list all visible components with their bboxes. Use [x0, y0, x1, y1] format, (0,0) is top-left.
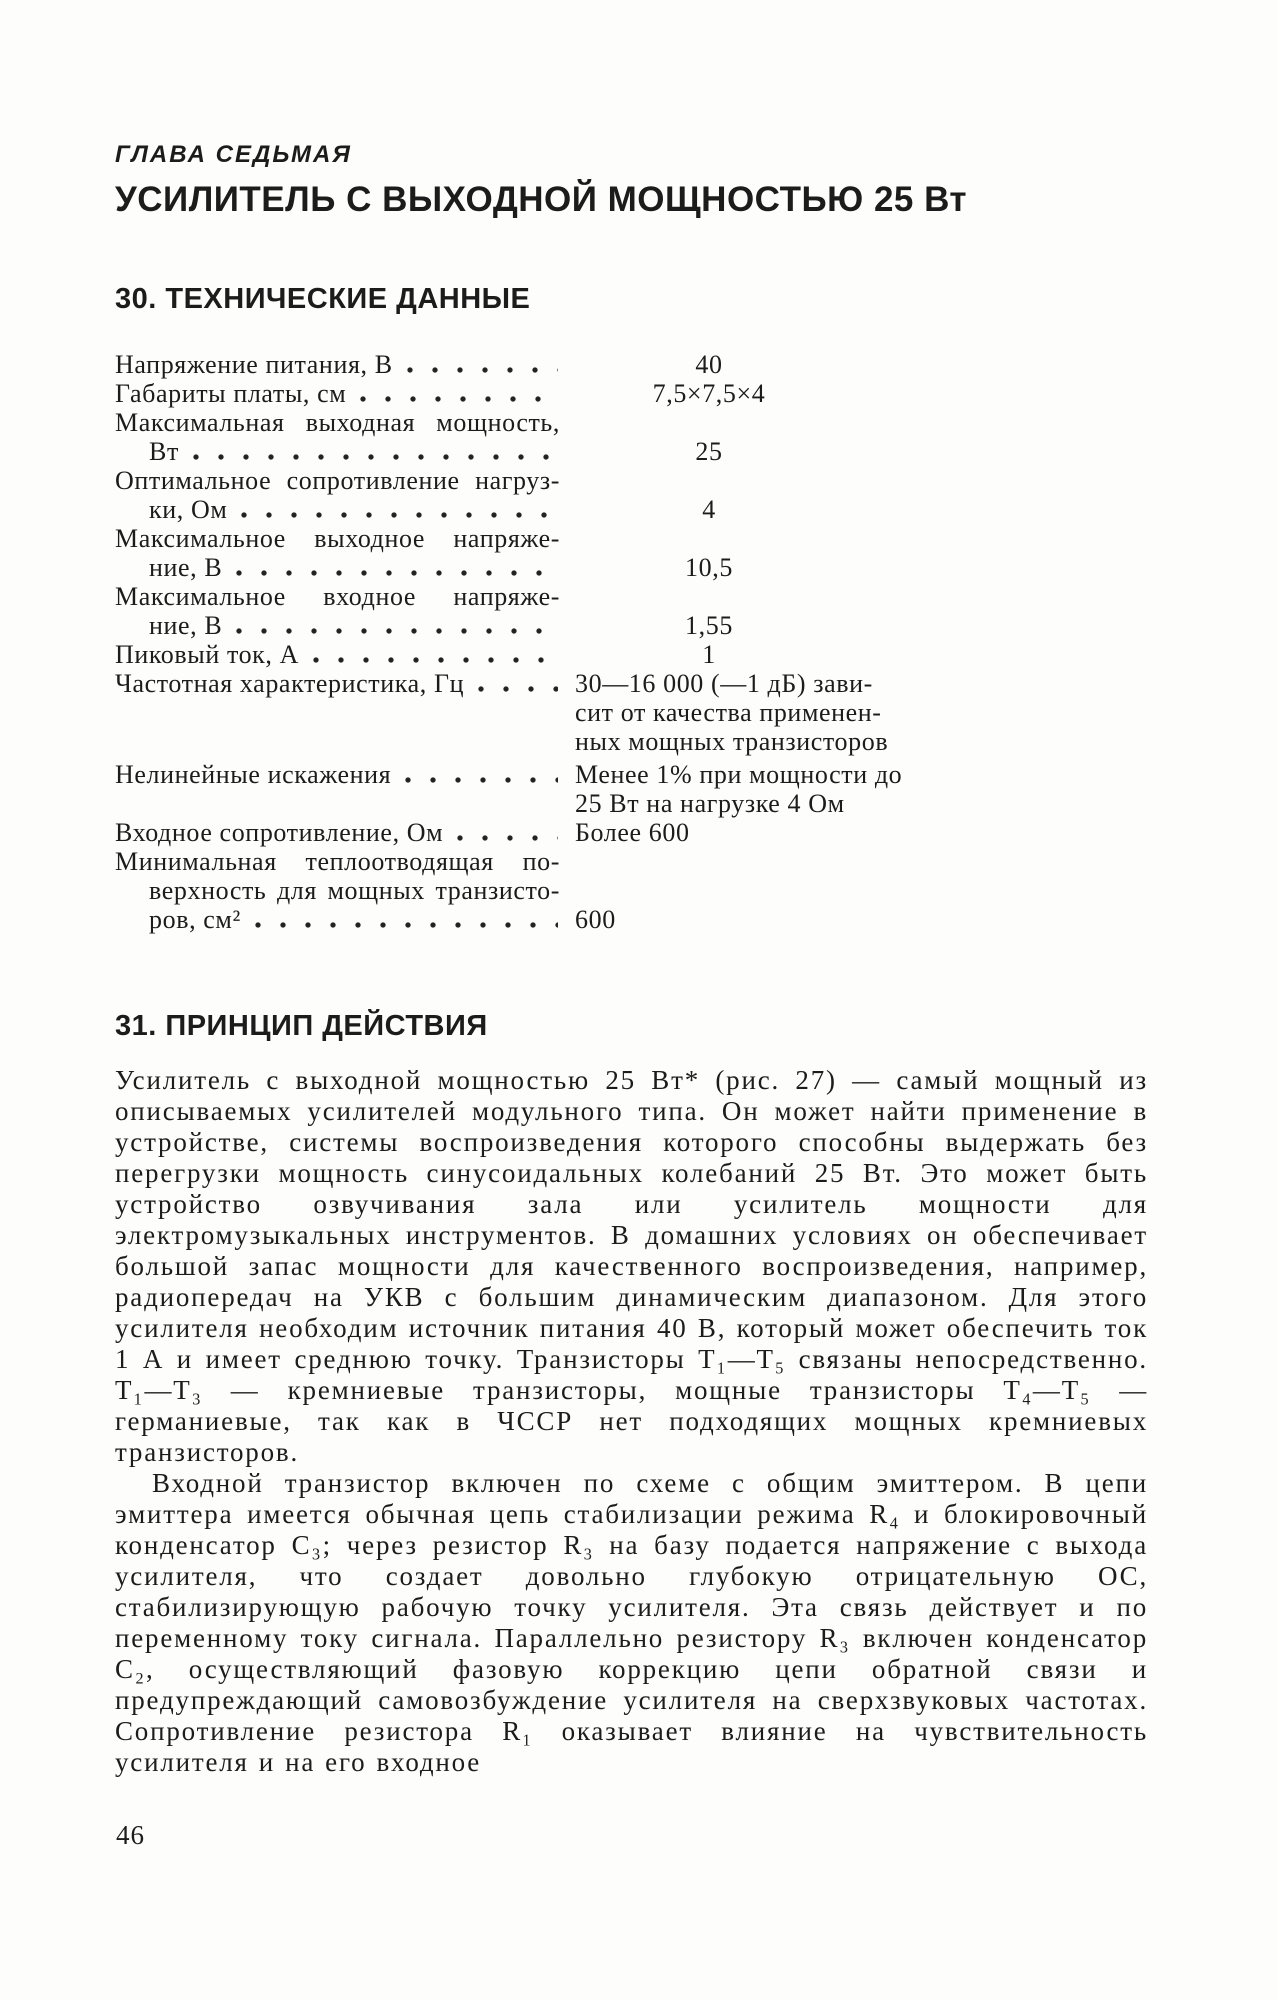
spec-line: [115, 408, 1148, 437]
spec-label-text: ние, В: [149, 610, 223, 640]
spec-value: 4: [702, 494, 716, 524]
spec-label: верхность для мощных транзисто-: [149, 875, 560, 905]
spec-line: [115, 466, 1148, 495]
spec-label: Минимальная теплоотводящая по-: [115, 846, 560, 876]
spec-label: [115, 789, 560, 818]
spec-line: [115, 727, 1148, 756]
spec-label-text: Габариты платы, см: [115, 378, 347, 408]
spec-value: 600: [575, 904, 616, 934]
spec-label: [115, 905, 560, 934]
spec-value: 25: [695, 436, 723, 466]
spec-label-text: ки, Ом: [149, 494, 228, 524]
spec-line: [115, 611, 1148, 640]
spec-line: [115, 495, 1148, 524]
spec-label-text: Нелинейные искажения: [115, 759, 392, 789]
spec-value: [560, 524, 1148, 553]
dot-leader: [313, 656, 558, 664]
spec-line: [115, 669, 1148, 698]
section-heading-specs: 30. ТЕХНИЧЕСКИЕ ДАННЫЕ: [115, 282, 531, 315]
spec-value: 30—16 000 (—1 дБ) зави-: [575, 668, 873, 698]
dot-leader: [236, 627, 558, 635]
spec-label: [115, 698, 560, 727]
spec-label: [115, 727, 560, 756]
spec-label-text: Пиковый ток, А: [115, 639, 299, 669]
spec-value: Менее 1% при мощности до: [575, 759, 903, 789]
spec-label: Максимальное входное напряже-: [115, 581, 560, 611]
spec-label-text: Вт: [149, 436, 179, 466]
spec-label: Максимальная выходная мощность,: [115, 407, 560, 437]
spec-line: [115, 553, 1148, 582]
dot-leader: [360, 395, 558, 403]
spec-value: [560, 876, 1148, 905]
spec-label-text: Частотная характеристика, Гц: [115, 668, 465, 698]
spec-label: Максимальное выходное напряже-: [115, 523, 560, 553]
spec-label-text: ров, см²: [149, 904, 241, 934]
spec-label: [115, 669, 560, 698]
spec-line: [115, 582, 1148, 611]
spec-value: 10,5: [685, 552, 733, 582]
dot-leader: [241, 511, 558, 519]
body-paragraph: Усилитель с выходной мощностью 25 Вт* (рис. 27) — самый мощный из описываемых усилителей модульного типа. Он может найти применение в устройстве, системы воспроизведения которого способны выдержать без перегрузки мощность синусоидальных колебаний 25 Вт. Это может быть устройство озвучивания зала или усилитель мощности для электромузыкальных инструментов. В домашних условиях он обеспечивает большой запас мощности для качественного воспроизведения, например, радиопередач на УКВ с большим динамическим диапазоном. Для этого усилителя необходим источник питания 40 В, который может обеспечить ток 1 А и имеет среднюю точку. Транзисторы Т₁—Т₅ связаны непосредственно. Т₁—Т₃ — кремниевые транзисторы, мощные транзисторы Т₄—Т₅ — германиевые, так как в ЧССР нет подходящих мощных кремниевых транзисторов.: [115, 1065, 1148, 1468]
spec-label: [115, 379, 560, 408]
spec-value: Более 600: [575, 817, 690, 847]
dot-leader: [457, 834, 558, 842]
spec-value: ных мощных транзисторов: [575, 726, 889, 756]
spec-label: [115, 818, 560, 847]
page-content: [115, 141, 1148, 1778]
dot-leader: [236, 569, 558, 577]
spec-label: Оптимальное сопротивление нагруз-: [115, 465, 560, 495]
spec-value: 7,5×7,5×4: [652, 378, 766, 408]
spec-line: [115, 437, 1148, 466]
spec-label: [115, 611, 560, 640]
spec-label: [115, 437, 560, 466]
spec-value: [560, 582, 1148, 611]
spec-label-text: Входное сопротивление, Ом: [115, 817, 444, 847]
spec-line: [115, 379, 1148, 408]
dot-leader: [478, 685, 558, 693]
spec-line: [115, 876, 1148, 905]
spec-label: [115, 553, 560, 582]
dot-leader: [407, 366, 558, 374]
section-heading-principle: 31. ПРИНЦИП ДЕЙСТВИЯ: [115, 1009, 488, 1042]
spec-label: [115, 640, 560, 669]
paragraphs: [115, 1065, 1148, 1778]
spec-label: [115, 495, 560, 524]
spec-value: 1: [702, 639, 716, 669]
chapter-label: ГЛАВА СЕДЬМАЯ: [115, 141, 352, 168]
spec-line: [115, 350, 1148, 379]
spec-line: [115, 760, 1148, 789]
spec-line: [115, 524, 1148, 553]
spec-value: сит от качества применен-: [575, 697, 882, 727]
spec-line: [115, 818, 1148, 847]
spec-value: [560, 847, 1148, 876]
spec-value: [560, 466, 1148, 495]
spec-line: [115, 905, 1148, 934]
spec-label: [115, 350, 560, 379]
dot-leader: [193, 453, 558, 461]
spec-line: [115, 789, 1148, 818]
spec-label-text: ние, В: [149, 552, 223, 582]
dot-leader: [255, 921, 558, 929]
spec-label: [115, 760, 560, 789]
spec-value: 1,55: [685, 610, 733, 640]
spec-value: 40: [695, 349, 723, 379]
body-paragraph: Входной транзистор включен по схеме с общим эмиттером. В цепи эмиттера имеется обычная цепь стабилизации режима R₄ и блокировочный конденсатор C₃; через резистор R₃ на базу подается напряжение с выхода усилителя, что создает довольно глубокую отрицательную ОС, стабилизирующую рабочую точку усилителя. Эта связь действует и по переменному току сигнала. Параллельно резистору R₃ включен конденсатор C₂, осуществляющий фазовую коррекцию цепи обратной связи и предупреждающий самовозбуждение усилителя на сверхзвуковых частотах. Сопротивление резистора R₁ оказывает влияние на чувствительность усилителя и на его входное: [115, 1468, 1148, 1778]
spec-line: [115, 847, 1148, 876]
dot-leader: [405, 776, 558, 784]
spec-value: [560, 408, 1148, 437]
page-number: 46: [116, 1820, 145, 1850]
spec-line: [115, 640, 1148, 669]
chapter-title: УСИЛИТЕЛЬ С ВЫХОДНОЙ МОЩНОСТЬЮ 25 Вт: [115, 180, 968, 219]
spec-label-text: Напряжение питания, В: [115, 349, 393, 379]
spec-list: [115, 350, 1148, 934]
spec-line: [115, 698, 1148, 727]
spec-value: 25 Вт на нагрузке 4 Ом: [575, 788, 845, 818]
